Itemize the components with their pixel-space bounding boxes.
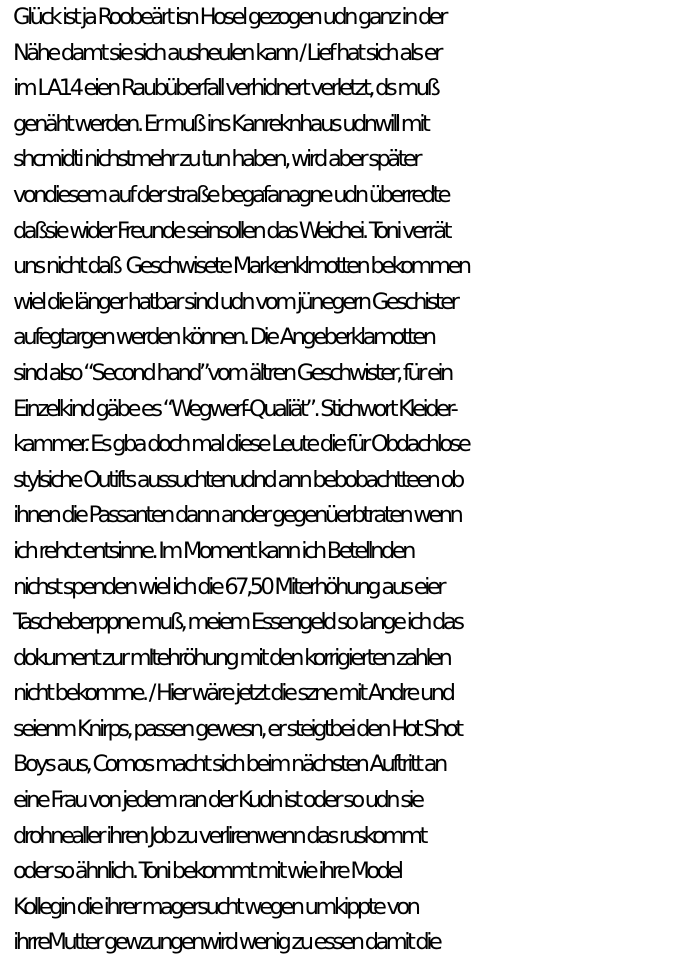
text-line: sind also “Second hand”vom ältren Geschwister, für ein [13, 359, 451, 386]
text-line: Boys aus, Comos macht sich beim nächsten Auftritt an [13, 751, 445, 778]
text-line: Glück ist ja Roobeärt isn Hosel gezogen udn ganz in der [13, 4, 445, 30]
text-line: nichst spenden wiel ich die 67,50 Miterhöhung aus eier [13, 573, 443, 600]
text-line: ihnen die Passanten dann ander gegenüerbtraten wenn [13, 502, 461, 529]
text-line: wiel die länger hatbar sind udn vom jünegern Geschister [13, 288, 457, 315]
text-line: shcmidti nichstmehr zu tun haben, wird aber später [13, 146, 419, 173]
text-line: ihrreMutter gewzungenwird wenig zu essen damit die [13, 929, 440, 956]
text-line: nicht bekomme. / Hier wäre jetzt die szne mit Andre und [13, 680, 453, 707]
text-line: seienm Knirps, passen gewesn, er steigtbei den Hot Shot [13, 715, 461, 742]
text-line: Einzelkind gäbe es “Wegwerf-Qualiät”. Stichwort Kleider- [13, 395, 456, 422]
text-line: oder so ähnlich. Toni bekommt mit wie ihre Model [13, 858, 401, 885]
text-line: uns nicht daß Geschwisete Markenklmotten bekommen [13, 253, 469, 280]
text-line: kammer. Es gba doch mal diese Leute die für Obdachlose [13, 431, 469, 458]
text-line: aufegtargen werden können. Die Angeberklamotten [13, 324, 434, 351]
text-line: dokument zur mItehröhung mit den korrigierten zahlen [13, 644, 450, 671]
text-line: drohnealler ihren Job zu verlirenwenn das ruskommt [13, 822, 425, 849]
text-line: genäht werden. Er muß ins Kanreknhaus udnwill mit [13, 110, 428, 137]
text-line: ich rehct entsinne. Im Moment kann ich Betellnden [13, 537, 413, 564]
text-line: Kollegin die ihrer magersucht wegen umkippte von [13, 893, 418, 920]
text-line: daßsie wider Freunde seinsollen das Weichei. Toni verrät [13, 217, 449, 244]
text-line: im LA14 eien Raubüberfall verhidnert verletzt, ds muß [13, 75, 438, 102]
text-line: eine Frau von jedem ran der Kudn ist oder so udn sie [13, 787, 422, 814]
text-line: stylsiche Outifts aussuchtenudnd ann bebobachtteen ob [13, 466, 462, 493]
text-line: Nähe damt sie sich ausheulen kann / Lief hat sich als er [13, 39, 440, 66]
body-text [13, 0, 684, 961]
text-line: vondiesem auf der straße begafanagne udn überredte [13, 181, 449, 208]
text-line: Tascheberppne muß, meiem Essengeld so lange ich das [13, 609, 462, 636]
